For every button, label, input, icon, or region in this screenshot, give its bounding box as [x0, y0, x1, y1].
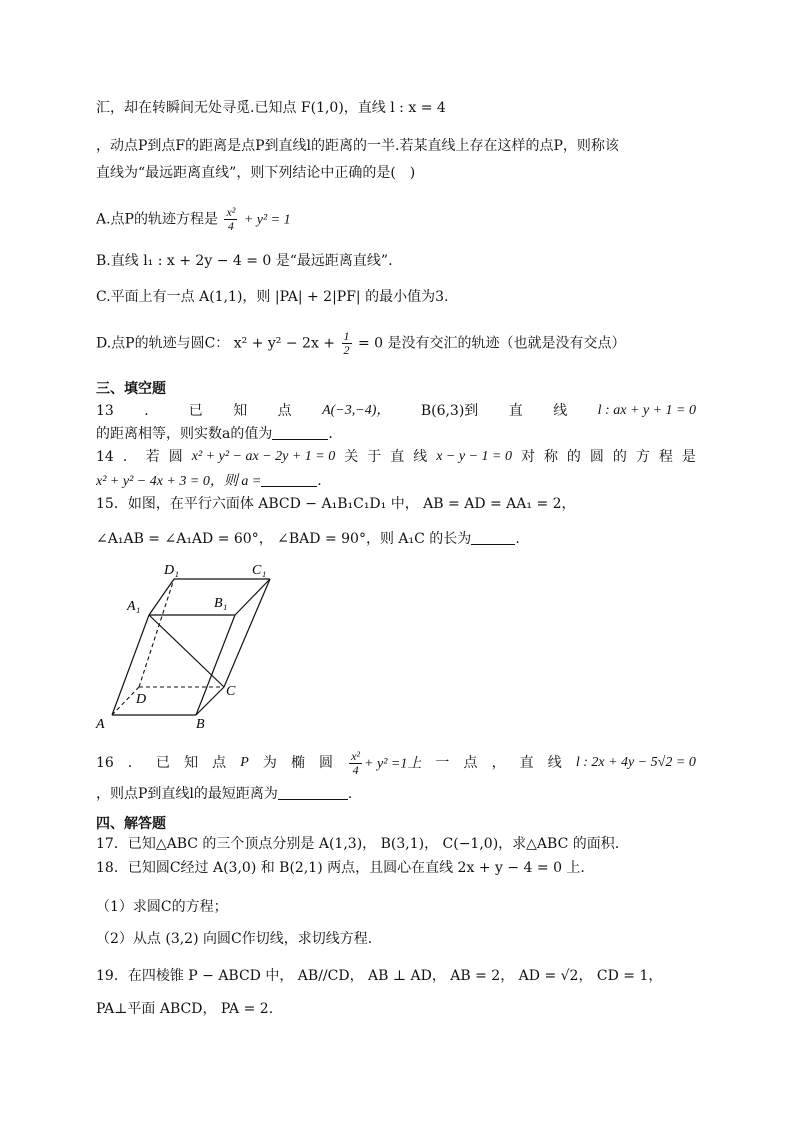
q16-line-2-text: ，则点P到直线l的最短距离为	[96, 786, 278, 802]
q16-after-frac: + y² =1上	[364, 756, 422, 772]
q14-part: 直	[390, 449, 405, 465]
label-D: D	[136, 692, 147, 707]
section-title-answers: 四、解答题	[96, 816, 166, 832]
q14-part: 方	[635, 449, 650, 465]
q14-part: x − y − 1 = 0	[436, 449, 512, 464]
q14-line-2: x² + y² − 4x + 3 = 0，则 a = .	[96, 473, 322, 489]
diagonal-A1C	[149, 615, 224, 687]
q16-part: 16	[96, 755, 114, 771]
option-c: C.平面上有一点 A(1,1)，则 |PA| + 2|PF| 的最小值为3.	[96, 289, 449, 305]
q14-part: 圆	[168, 449, 183, 465]
option-a-prefix: A.点P的轨迹方程是	[96, 211, 218, 228]
q14-part: 是	[681, 449, 696, 465]
option-d	[96, 330, 626, 357]
hidden-edge-DD1	[139, 579, 174, 687]
q16-part: 直	[519, 755, 534, 771]
q13-part: B(6,3)到	[420, 403, 479, 419]
q13-line-2-text: 的距离相等，则实数a的值为	[96, 426, 273, 442]
edge-BC	[196, 687, 224, 715]
label-B: B	[196, 717, 205, 732]
q18-sub-2: （2）从点 (3,2) 向圆C作切线，求切线方程.	[96, 931, 373, 947]
edge-B1C1	[235, 579, 270, 615]
q14-part: 程	[658, 449, 673, 465]
option-d-suffix: = 0 是没有交汇的轨迹（也就是没有交点）	[357, 335, 626, 352]
option-a-fraction	[224, 206, 237, 233]
q13-line-1	[96, 401, 696, 421]
q16-ellipse-expr	[347, 750, 421, 778]
option-b: B.直线 l₁ : x + 2y − 4 = 0 是“最远距离直线”.	[96, 253, 393, 269]
option-a-frac-num: x²	[226, 205, 236, 219]
q13-part: 点	[277, 403, 292, 419]
q18-line-1: 18．已知圆C经过 A(3,0) 和 B(2,1) 两点，且圆心在直线 2x + y − 4 = 0 上.	[96, 860, 585, 876]
q14-part: 于	[367, 449, 382, 465]
q15-line-2-text: ∠A₁AB = ∠A₁AD = 60°， ∠BAD = 90°，则 A₁C 的长为	[96, 531, 472, 547]
edge-A1D1	[149, 579, 174, 615]
q13-answer-blank[interactable]	[272, 425, 328, 440]
q13-part: l : ax + y + 1 = 0	[597, 403, 696, 418]
q19-line-1: 19．在四棱锥 P − ABCD 中， AB//CD， AB ⊥ AD， AB = 2， AD = √2， CD = 1，	[96, 968, 663, 984]
q15-line-1: 15．如图，在平行六面体 ABCD − A₁B₁C₁D₁ 中， AB = AD = AA₁ = 2，	[96, 496, 576, 512]
section-title-fill-in: 三、填空题	[96, 381, 166, 397]
q16-part: ，	[491, 755, 506, 771]
q16-frac-den: 4	[352, 763, 359, 777]
label-C: C	[226, 684, 236, 699]
option-d-fraction	[342, 330, 352, 357]
q16-part: 点	[212, 755, 227, 771]
q19-line-2: PA⊥平面 ABCD， PA = 2.	[96, 1001, 274, 1017]
parallelepiped-figure	[90, 558, 280, 733]
q14-part: 圆	[589, 449, 604, 465]
option-a-suffix: + y² = 1	[243, 212, 291, 228]
intro-line-2: ，动点P到点F的距离是点P到直线l的距离的一半.若某直线上存在这样的点P，则称该	[96, 138, 619, 154]
q14-part: ．	[122, 449, 137, 465]
label-A: A	[96, 717, 105, 732]
q16-part: 点	[463, 755, 478, 771]
intro-line-3: 直线为“最远距离直线”，则下列结论中正确的是( )	[96, 165, 416, 181]
option-d-frac-den: 2	[343, 343, 350, 357]
q16-part: 一	[435, 755, 450, 771]
q14-answer-blank[interactable]	[261, 472, 317, 487]
intro-line-1: 汇，却在转瞬间无处寻觅.已知点 F(1,0)，直线 l : x = 4	[96, 100, 446, 116]
q13-part: 直	[508, 403, 523, 419]
label-C1: C₁	[252, 563, 267, 578]
q16-part: 圆	[319, 755, 334, 771]
q16-part: l : 2x + 4y − 5√2 = 0	[575, 755, 696, 770]
label-D1: D₁	[164, 563, 179, 578]
q15-line-2: ∠A₁AB = ∠A₁AD = 60°， ∠BAD = 90°，则 A₁C 的长为 .	[96, 531, 520, 547]
q14-part: x² + y² − ax − 2y + 1 = 0	[191, 449, 336, 464]
q13-part: A(−3,−4)，	[322, 403, 391, 418]
q18-sub-1: （1）求圆C的方程；	[96, 899, 228, 915]
q14-part: 对	[520, 449, 535, 465]
option-d-frac-num: 1	[343, 329, 350, 343]
q16-part: 椭	[290, 755, 305, 771]
q14-line-1	[96, 447, 696, 467]
label-B1: B₁	[214, 596, 228, 611]
q14-part: 称	[543, 449, 558, 465]
q14-part: 的	[612, 449, 627, 465]
label-A1: A₁	[127, 599, 141, 614]
q13-part: 知	[233, 403, 248, 419]
edge-CC1	[224, 579, 270, 687]
hidden-edge-AD	[112, 687, 139, 715]
q13-line-2: 的距离相等，则实数a的值为 .	[96, 426, 333, 442]
q13-part: 线	[553, 403, 568, 419]
q15-answer-blank[interactable]	[471, 530, 515, 545]
q13-part: ．	[144, 403, 159, 419]
q14-part: 14	[96, 449, 114, 465]
q14-part: 线	[413, 449, 428, 465]
q16-part: 已	[155, 755, 170, 771]
q16-part: 线	[547, 755, 562, 771]
q14-part: 若	[145, 449, 160, 465]
q14-part: 关	[344, 449, 359, 465]
q16-part: ．	[127, 755, 142, 771]
q16-line-2: ，则点P到直线l的最短距离为 .	[96, 786, 353, 802]
q16-line-1	[96, 750, 696, 778]
q13-part: 已	[188, 403, 203, 419]
q14-line-2-text: x² + y² − 4x + 3 = 0，则 a =	[96, 474, 262, 489]
q13-part: 13	[96, 403, 114, 419]
q16-part: P	[240, 755, 249, 770]
option-a	[96, 206, 291, 233]
option-a-frac-den: 4	[227, 219, 234, 233]
q17: 17．已知△ABC 的三个顶点分别是 A(1,3)， B(3,1)， C(−1,0)，求△ABC 的面积.	[96, 836, 620, 852]
q16-part: 为	[262, 755, 277, 771]
q14-part: 的	[566, 449, 581, 465]
q16-part: 知	[184, 755, 199, 771]
q16-answer-blank[interactable]	[278, 785, 348, 800]
option-d-prefix: D.点P的轨迹与圆C： x² + y² − 2x +	[96, 335, 336, 352]
q16-frac-num: x²	[351, 749, 361, 763]
